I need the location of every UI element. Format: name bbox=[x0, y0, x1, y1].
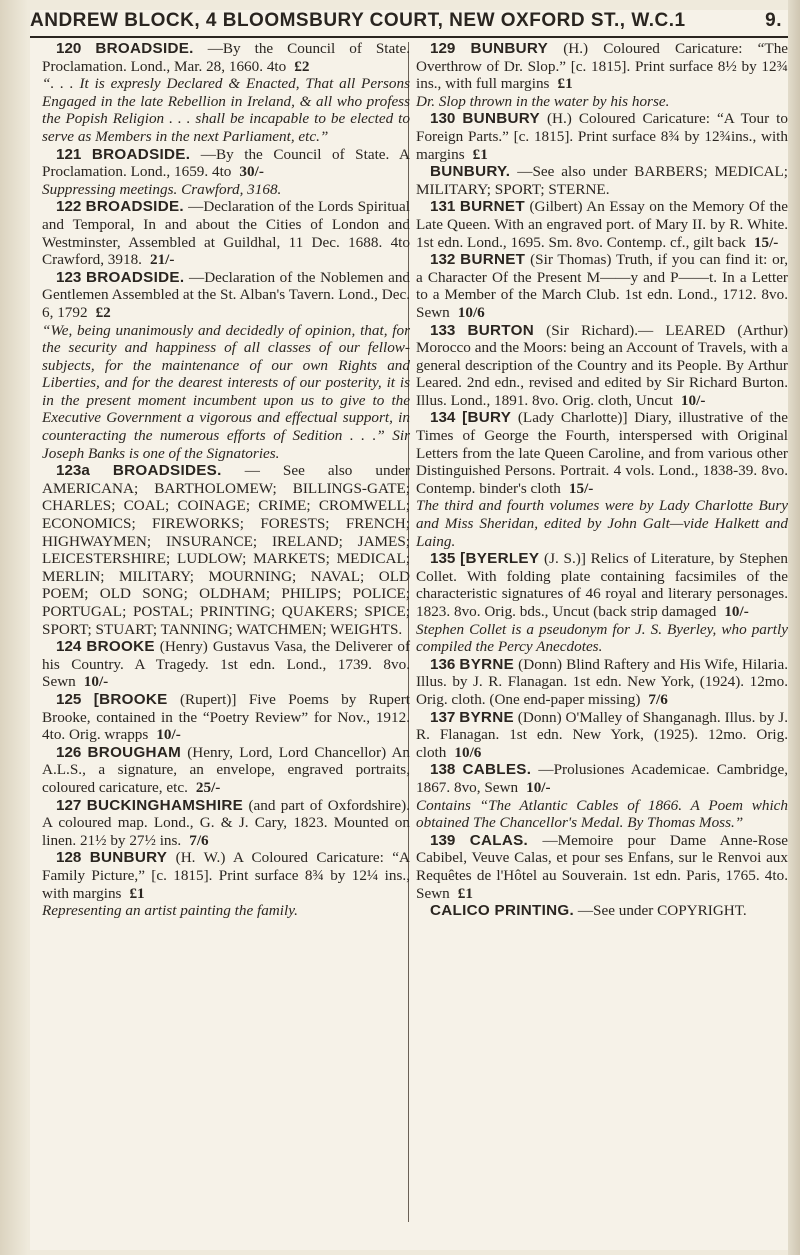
lot-number: 130 bbox=[430, 110, 456, 128]
lot-number: 123a bbox=[56, 462, 90, 480]
entry-note: Stephen Collet is a pseudonym for J. S. Byerley, who partly compiled the Percy Anecdotes. bbox=[416, 620, 788, 656]
entry-note: “We, being unanimously and decidedly of opinion, that, for the security and happiness of all classes of our fellow-subjects, for the maintenance of our own Rights and Liberties, and for the dearest interests of our posterity, it is in the present moment incumbent upon us to give to the Executive Government a vigorous and effectual support, in counteracting the numerous efforts of Sedition . . .” Sir Joseph Banks is one of the Signatories. bbox=[42, 321, 410, 462]
catalogue-entry bbox=[42, 638, 410, 691]
entry-description: —Memoire pour Dame Anne-Rose Cabibel, Veuve Calas, et pour ses Enfans, sur le Renvoi aux Requêtes de l'Hôtel au Souverain. 1st edn. Paris, 1765. 4to. Sewn bbox=[416, 831, 789, 902]
page-shadow-right bbox=[788, 0, 800, 1255]
entry-price: 10/- bbox=[156, 726, 181, 744]
entry-price: 15/- bbox=[753, 233, 779, 251]
entry-heading: BUNBURY. bbox=[430, 163, 511, 181]
entry-price: 10/- bbox=[724, 603, 749, 620]
entry-description: —By the Council of State. A Proclamation. Lond., 1659. 4to bbox=[42, 145, 410, 181]
catalogue-entry bbox=[416, 251, 788, 321]
lot-number: 122 bbox=[56, 198, 82, 216]
lot-number: 137 bbox=[430, 708, 456, 726]
entry-price: 15/- bbox=[568, 479, 594, 497]
entry-description: —See under COPYRIGHT. bbox=[577, 902, 747, 920]
entry-price: 10/6 bbox=[454, 743, 482, 761]
entry-description: (Sir Thomas) Truth, if you can find it: or, a Character Of the Present M——y and P——t. In a Letter to a Member of the March Club. 1st edn. Lond., 1712. 8vo. Sewn bbox=[416, 251, 789, 321]
page-header bbox=[30, 4, 788, 38]
catalogue-entry bbox=[42, 146, 410, 199]
entry-heading: [BROOKE bbox=[93, 690, 168, 708]
page-shadow-left bbox=[0, 0, 28, 1255]
entry-description: (Lady Charlotte)] Diary, illustrative of the Times of George the Fourth, interspersed with Original Letters from the late Queen Caroline, and from various other Distinguished Persons. Portrait. 4 vols. Lond., 1838-39. 8vo. Contemp. binder's cloth bbox=[416, 409, 789, 497]
lot-number: 132 bbox=[430, 251, 456, 269]
entry-price: 7/6 bbox=[648, 690, 668, 708]
entry-price: 7/6 bbox=[189, 831, 209, 849]
entry-price: 21/- bbox=[149, 251, 175, 269]
entry-price: 10/6 bbox=[457, 303, 485, 321]
catalogue-entry bbox=[42, 198, 410, 268]
lot-number: 125 bbox=[56, 690, 82, 708]
entry-note: Representing an artist painting the family. bbox=[42, 902, 298, 920]
catalogue-entry bbox=[416, 656, 788, 709]
entry-price: 30/- bbox=[239, 163, 264, 181]
lot-number: 120 bbox=[56, 40, 82, 57]
catalogue-entry bbox=[416, 902, 788, 920]
entry-note: Dr. Slop thrown in the water by his horse. bbox=[416, 92, 670, 110]
catalogue-entry bbox=[42, 462, 410, 638]
entry-description: — See also under AMERICANA; BARTHOLOMEW; BILLINGS-GATE; CHARLES; COAL; COINAGE; CRIME; CROMWELL; ECONOMICS; FIREWORKS; FORESTS; FRENCH; HIGHWAYMEN; INSURANCE; IRELAND; JAMES; LEICESTERSHIRE; LUDLOW; MARKETS; MEDICAL; MERLIN; MILITARY; MOURNING; NAVAL; OLD POEM; OLD SONG; OLDHAM; PHILIPS; POLICE; PORTUGAL; POSTAL; PRINTING; QUAKERS; SPICE; SPORT; STUART; TANNING; WATCHMEN; WEIGHTS. bbox=[42, 462, 410, 638]
entry-note: Suppressing meetings. Crawford, 3168. bbox=[42, 180, 282, 198]
entry-heading: [BYERLEY bbox=[460, 550, 540, 568]
entry-price: 10/- bbox=[526, 778, 551, 796]
entry-price: 10/- bbox=[680, 391, 706, 409]
entry-heading: BROOKE bbox=[86, 638, 155, 656]
entry-heading: CALICO PRINTING. bbox=[430, 902, 575, 920]
catalogue-entry bbox=[416, 163, 788, 198]
entry-heading: BROADSIDES. bbox=[112, 462, 222, 480]
catalogue-entry bbox=[42, 849, 410, 919]
entry-description: (Gilbert) An Essay on the Memory Of the Late Queen. With an engraved port. of Mary II. by R. White. 1st edn. Lond., 1695. Sm. 8vo. Contemp. cf., gilt back bbox=[416, 198, 788, 251]
entry-description: —Prolusiones Academicae. Cambridge, 1867. 8vo, Sewn bbox=[416, 761, 789, 796]
entry-description: —By the Council of State. Proclamation. Lond., Mar. 28, 1660. 4to bbox=[42, 40, 411, 75]
catalogue-entry bbox=[416, 198, 788, 251]
lot-number: 139 bbox=[430, 831, 456, 849]
entry-description: (J. S.)] Relics of Literature, by Stephen Collet. With folding plate containing facsimiles of the characteristic signatures of 46 royal and literary personages. 1823. 8vo. Orig. bds., Uncut (back strip damaged bbox=[416, 550, 789, 620]
entry-price: 10/- bbox=[83, 673, 109, 691]
entry-description: —Declaration of the Noblemen and Gentlemen Assembled at the St. Alban's Tavern. Lond., Dec. 6, 1792 bbox=[42, 268, 411, 321]
entry-price: £1 bbox=[557, 75, 573, 93]
entry-description: (Donn) O'Malley of Shanganagh. Illus. by J. R. Flanagan. 1st edn. New York, (1925). 12mo. Orig. cloth bbox=[416, 708, 789, 761]
lot-number: 134 bbox=[430, 409, 456, 427]
entry-price: £2 bbox=[95, 303, 111, 321]
lot-number: 121 bbox=[56, 145, 82, 163]
catalogue-entry bbox=[416, 40, 788, 110]
entry-description: (H.) Coloured Caricature: “The Overthrow of Dr. Slop.” [c. 1815]. Print surface 8½ by 12¾ ins., with full margins bbox=[416, 40, 789, 93]
right-column bbox=[416, 40, 788, 920]
catalogue-entry bbox=[416, 709, 788, 762]
entry-heading: BYRNE bbox=[459, 708, 514, 726]
catalogue-entry bbox=[416, 832, 788, 902]
entry-heading: BROADSIDE. bbox=[91, 145, 191, 163]
entry-heading: CABLES. bbox=[462, 761, 532, 779]
catalogue-entry bbox=[42, 744, 410, 797]
entry-description: —See also under BARBERS; MEDICAL; MILITARY; SPORT; STERNE. bbox=[416, 163, 788, 198]
entry-description: (and part of Oxfordshire). A coloured map. Lond., G. & J. Cary, 1823. Mounted on linen. 21½ by 27½ ins. bbox=[42, 796, 410, 849]
lot-number: 135 bbox=[430, 550, 456, 568]
left-column bbox=[42, 40, 410, 920]
entry-description: (H.) Coloured Caricature: “A Tour to Foreign Parts.” [c. 1815]. Print surface 8¾ by 12¾ins., with margins bbox=[416, 110, 788, 163]
entry-heading: CALAS. bbox=[469, 831, 529, 849]
catalogue-entry bbox=[42, 269, 410, 463]
entry-price: £2 bbox=[294, 57, 310, 75]
lot-number: 129 bbox=[430, 40, 456, 57]
entry-description: (Sir Richard).— LEARED (Arthur) Morocco and the Moors: being an Account of Travels, with a general description of the Country and its People. By Arthur Leared. 2nd edn., revised and edited by Sir Richard Burton. Illus. Lond., 1891. 8vo. Orig. cloth, Uncut bbox=[416, 321, 789, 409]
entry-note: Contains “The Atlantic Cables of 1866. A Poem which obtained The Chancellor's Medal. By Thomas Moss.” bbox=[416, 796, 788, 832]
entry-heading: BROUGHAM bbox=[87, 743, 182, 761]
entry-price: £1 bbox=[472, 145, 488, 163]
entry-price: £1 bbox=[129, 884, 145, 902]
catalogue-entry bbox=[416, 322, 788, 410]
lot-number: 138 bbox=[430, 761, 456, 779]
lot-number: 136 bbox=[430, 655, 456, 673]
lot-number: 124 bbox=[56, 638, 82, 656]
entry-heading: BUNBURY bbox=[89, 849, 168, 867]
catalogue-entry bbox=[42, 691, 410, 744]
entry-description: (Henry, Lord, Lord Chancellor) An A.L.S., a signature, an envelope, engraved portraits, coloured caricature, etc. bbox=[42, 743, 411, 796]
catalogue-entry bbox=[42, 797, 410, 850]
catalogue-entry bbox=[416, 761, 788, 831]
entry-heading: BUNBURY bbox=[470, 40, 549, 57]
entry-description: (Henry) Gustavus Vasa, the Deliverer of his Country. A Tragedy. 1st edn. Lond., 1739. 8vo. Sewn bbox=[42, 638, 411, 691]
entry-heading: BURTON bbox=[467, 321, 534, 339]
entry-note: The third and fourth volumes were by Lady Charlotte Bury and Miss Sheridan, edited by John Galt—vide Halkett and Laing. bbox=[416, 497, 788, 550]
entry-description: (Rupert)] Five Poems by Rupert Brooke, contained in the “Poetry Review” for Nov., 1912. 4to. Orig. wrapps bbox=[42, 690, 411, 744]
entry-heading: BROADSIDE. bbox=[95, 40, 194, 57]
entry-heading: BYRNE bbox=[459, 655, 515, 673]
entry-description: —Declaration of the Lords Spiritual and Temporal, In and about the Cities of London and Westminster, Assembled at Guildhal, 11 Dec. 1688. 4to Crawford, 3918. bbox=[42, 198, 410, 269]
catalogue-entry bbox=[42, 40, 410, 146]
lot-number: 126 bbox=[56, 743, 82, 761]
entry-description: (H. W.) A Coloured Caricature: “A Family Picture,” [c. 1815]. Print surface 8¾ by 12¼ ins., with margins bbox=[42, 849, 410, 902]
lot-number: 131 bbox=[430, 198, 456, 216]
entry-description: (Donn) Blind Raftery and His Wife, Hilaria. Illus. by J. R. Flanagan. 1st edn. New York, (1924). 12mo. Orig. cloth. (One end-paper missing) bbox=[416, 655, 789, 708]
entry-heading: BURNET bbox=[460, 251, 526, 269]
lot-number: 127 bbox=[56, 796, 82, 814]
catalogue-entry bbox=[416, 550, 788, 656]
entry-heading: BROADSIDE. bbox=[85, 198, 184, 216]
entry-note: “. . . It is expresly Declared & Enacted, That all Persons Engaged in the late Rebellion in Ireland, & all who profess the Popish Religion . . . shall be incapable to be elected to serve as Members in the next Parliament, etc.” bbox=[42, 75, 410, 145]
entry-heading: BUCKINGHAMSHIRE bbox=[86, 796, 244, 814]
entry-heading: BUNBURY bbox=[462, 110, 540, 128]
entry-heading: BURNET bbox=[459, 198, 525, 216]
lot-number: 133 bbox=[430, 321, 456, 339]
lot-number: 128 bbox=[56, 849, 82, 867]
header-address: ANDREW BLOCK, 4 BLOOMSBURY COURT, NEW OXFORD ST., W.C.1 bbox=[30, 10, 686, 31]
entry-price: £1 bbox=[457, 884, 473, 902]
entry-price: 25/- bbox=[195, 778, 221, 796]
page-number: 9. bbox=[765, 10, 782, 31]
catalogue-entry bbox=[416, 110, 788, 163]
entry-heading: BROADSIDE. bbox=[86, 268, 185, 286]
entry-heading: [BURY bbox=[462, 409, 512, 427]
lot-number: 123 bbox=[56, 268, 82, 286]
catalogue-entry bbox=[416, 409, 788, 550]
